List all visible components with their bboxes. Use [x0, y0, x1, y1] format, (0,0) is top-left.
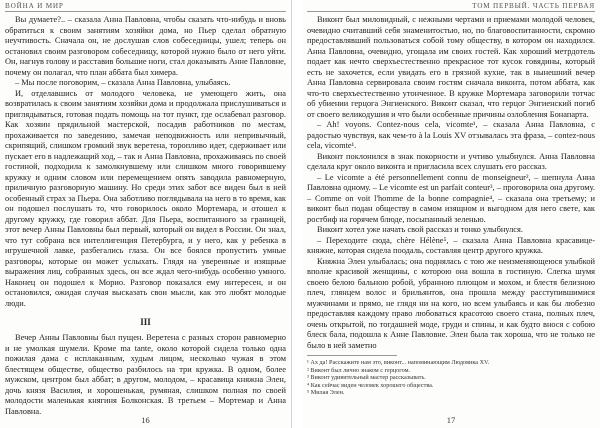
- right-paragraph-7: Княжна Элен улыбалась; она поднялась с тою же неизменяющеюся улыбкой вполне красивой женщины, с которою она вошла в гостиную. Слегка шумя своею белою бальною робой, убранною плющом и мохом, и блестя белизною плеч, глянцем волос и брильянтов, она прошла между расступившимися мужчинами и прямо, не глядя ни на кого, но всем улыбаясь и как бы любезно предоставляя каждому право любоваться красотою своего стана, полных плеч, очень открытой, по тогдашней моде, груди и спины, и как будто внося с собою блеск бала, подошла к Анне Павловне. Элен была так хороша, что не только не было в ней заметно: [307, 256, 595, 350]
- left-page-body: [5, 15, 286, 417]
- left-paragraph-1: Вы думаете?.. – сказала Анна Павловна, чтобы сказать что-нибудь и вновь обратиться к своим занятиям хозяйки дома, но Пьер сделал обратную неучтивость. Сначала он, не дослушав слов собеседницы, ушел; теперь он остановил своим разговором собеседницу, которой нужно было от него уйти. Он, нагнув голову и расставив большие ноги, стал доказывать Анне Павловне, почему он полагал, что план аббата был химера.: [5, 15, 286, 77]
- chapter-heading: III: [140, 317, 151, 327]
- right-paragraph-2: – Ah! voyons. Contez-nous cela, vicomte¹, – сказала Анна Павловна, с радостью чувствуя, как чем-то à la Louis XV отзывалась эта фраза, – contez-nous cela, vicomte¹.: [307, 120, 595, 150]
- right-running-head: ТОМ ПЕРВЫЙ. ЧАСТЬ ПЕРВАЯ: [307, 2, 595, 12]
- left-running-head: ВОЙНА И МИР: [5, 2, 286, 12]
- left-paragraph-2: – Мы после поговорим, – сказала Анна Павловна, улыбаясь.: [15, 78, 231, 87]
- right-paragraph-3: Виконт поклонился в знак покорности и учтиво улыбнулся. Анна Павловна сделала круг около виконта и пригласила всех слушать его рассказ.: [307, 151, 595, 171]
- footnote-2: ² Виконт был лично знаком с герцогом.: [307, 366, 411, 374]
- left-page: [0, 0, 292, 428]
- footnote-3: ³ Виконт удивительный мастер рассказывать.: [307, 374, 426, 382]
- right-paragraph-4: – Le vicomte a été personnellement connu de monseigneur², – шепнула Анна Павловна одному. – Le vicomte est un parfait conteur³, – проговорила она другому. – Comme on voit l'homme de la bonne compagnie⁴, – сказала она третьему; и виконт был подан обществу в самом изящном и выгодном для него свете, как ростбиф на горячем блюде, посыпанный зеленью.: [307, 172, 595, 224]
- right-paragraph-5: Виконт хотел уже начать свой рассказ и тонко улыбнулся.: [317, 225, 523, 234]
- right-paragraph-6: – Переходите сюда, chère Hélène⁵, – сказала Анна Павловна красавице-княжне, которая сидела поодаль, составляя центр другого кружка.: [307, 235, 595, 255]
- right-paragraph-1: Виконт был миловидный, с нежными чертами и приемами молодой человек, очевидно считавший себя знаменитостью, но, по благовоспитанности, скромно предоставлявший пользоваться собой тому обществу, в котором он находился. Анна Павловна, очевидно, угощала им своих гостей. Как хороший метрдотель подает как нечто сверхъестественно прекрасное тот кусок говядины, который есть не захочется, если увидать его в грязной кухне, так в нынешний вечер Анна Павловна сервировала своим гостям сначала виконта, потом аббата, как что-то сверхъестественно утонченное. В кружке Мортемара заговорили тотчас об убиении герцога Энгиенского. Виконт сказал, что герцог Энгиенский погиб от своего великодушия и что были особенные причины озлобления Бонапарта.: [307, 15, 595, 119]
- footnote-4: ⁴ Как сейчас виден человек хорошего общества.: [307, 381, 434, 389]
- left-page-number: 16: [141, 415, 150, 425]
- footnotes: [307, 359, 595, 397]
- right-page: [302, 0, 600, 428]
- right-page-body: [307, 15, 595, 351]
- footnote-5: ⁵ Милая Элен.: [307, 389, 345, 397]
- footnote-rule: [307, 355, 397, 356]
- footnote-1: ¹ Ах да! Расскажите нам это, виконт... напоминающим Людовика XV.: [307, 359, 490, 366]
- right-page-number: 17: [446, 415, 456, 425]
- left-paragraph-4: Вечер Анны Павловны был пущен. Веретена с разных сторон равномерно и не умолкая шумели. Кроме ma tante, около которой сидела только одна пожилая дама с исплаканным, худым лицом, несколько чужая в этом блестящем обществе, общество разбилось на три кружка. В одном, более мужском, центром был аббат; в другом, молодом, – красавица княжна Элен, дочь князя Василия, и хорошенькая, румяная, слишком полная по своей молодости маленькая княгиня Болконская. В третьем – Мортемар и Анна Павловна.: [5, 333, 286, 416]
- left-paragraph-3: И, отделавшись от молодого человека, не умеющего жить, она возвратилась к своим занятиям хозяйки дома и продолжала прислушиваться и приглядываться, готовая подать помощь на тот пункт, где ослабевал разговор. Как хозяин прядильной мастерской, посадив работников по местам, прохаживается по заведению, замечая неподвижность или непривычный, скрипящий, слишком громкий звук веретена, торопливо идет, сдерживает или пускает его в надлежащий ход, – так и Анна Павловна, прохаживаясь по своей гостиной, подходила к замолкнувшему или слишком много говорившему кружку и одним словом или перемещением опять заводила равномерную, приличную разговорную машину. Но среди этих забот все виден был в ней особенный страх за Пьера. Она заботливо поглядывала на него в то время, как он подошел послушать то, что говорилось около Мортемара, и отошел к другому кружку, где говорил аббат. Для Пьера, воспитанного за границей, этот вечер Анны Павловны был первый, который он видел в России. Он знал, что тут собрана вся интеллигенция Петербурга, и у него, как у ребенка в игрушечной лавке, разбегались глаза. Он все боялся пропустить умные разговоры, которые он может услыхать. Глядя на уверенные и изящные выражения лиц, собранных здесь, он все ждал чего-нибудь особенно умного. Наконец он подошел к Морио. Разговор показался ему интересен, и он остановился, ожидая случая высказать свои мысли, как это любят молодые люди.: [5, 88, 286, 308]
